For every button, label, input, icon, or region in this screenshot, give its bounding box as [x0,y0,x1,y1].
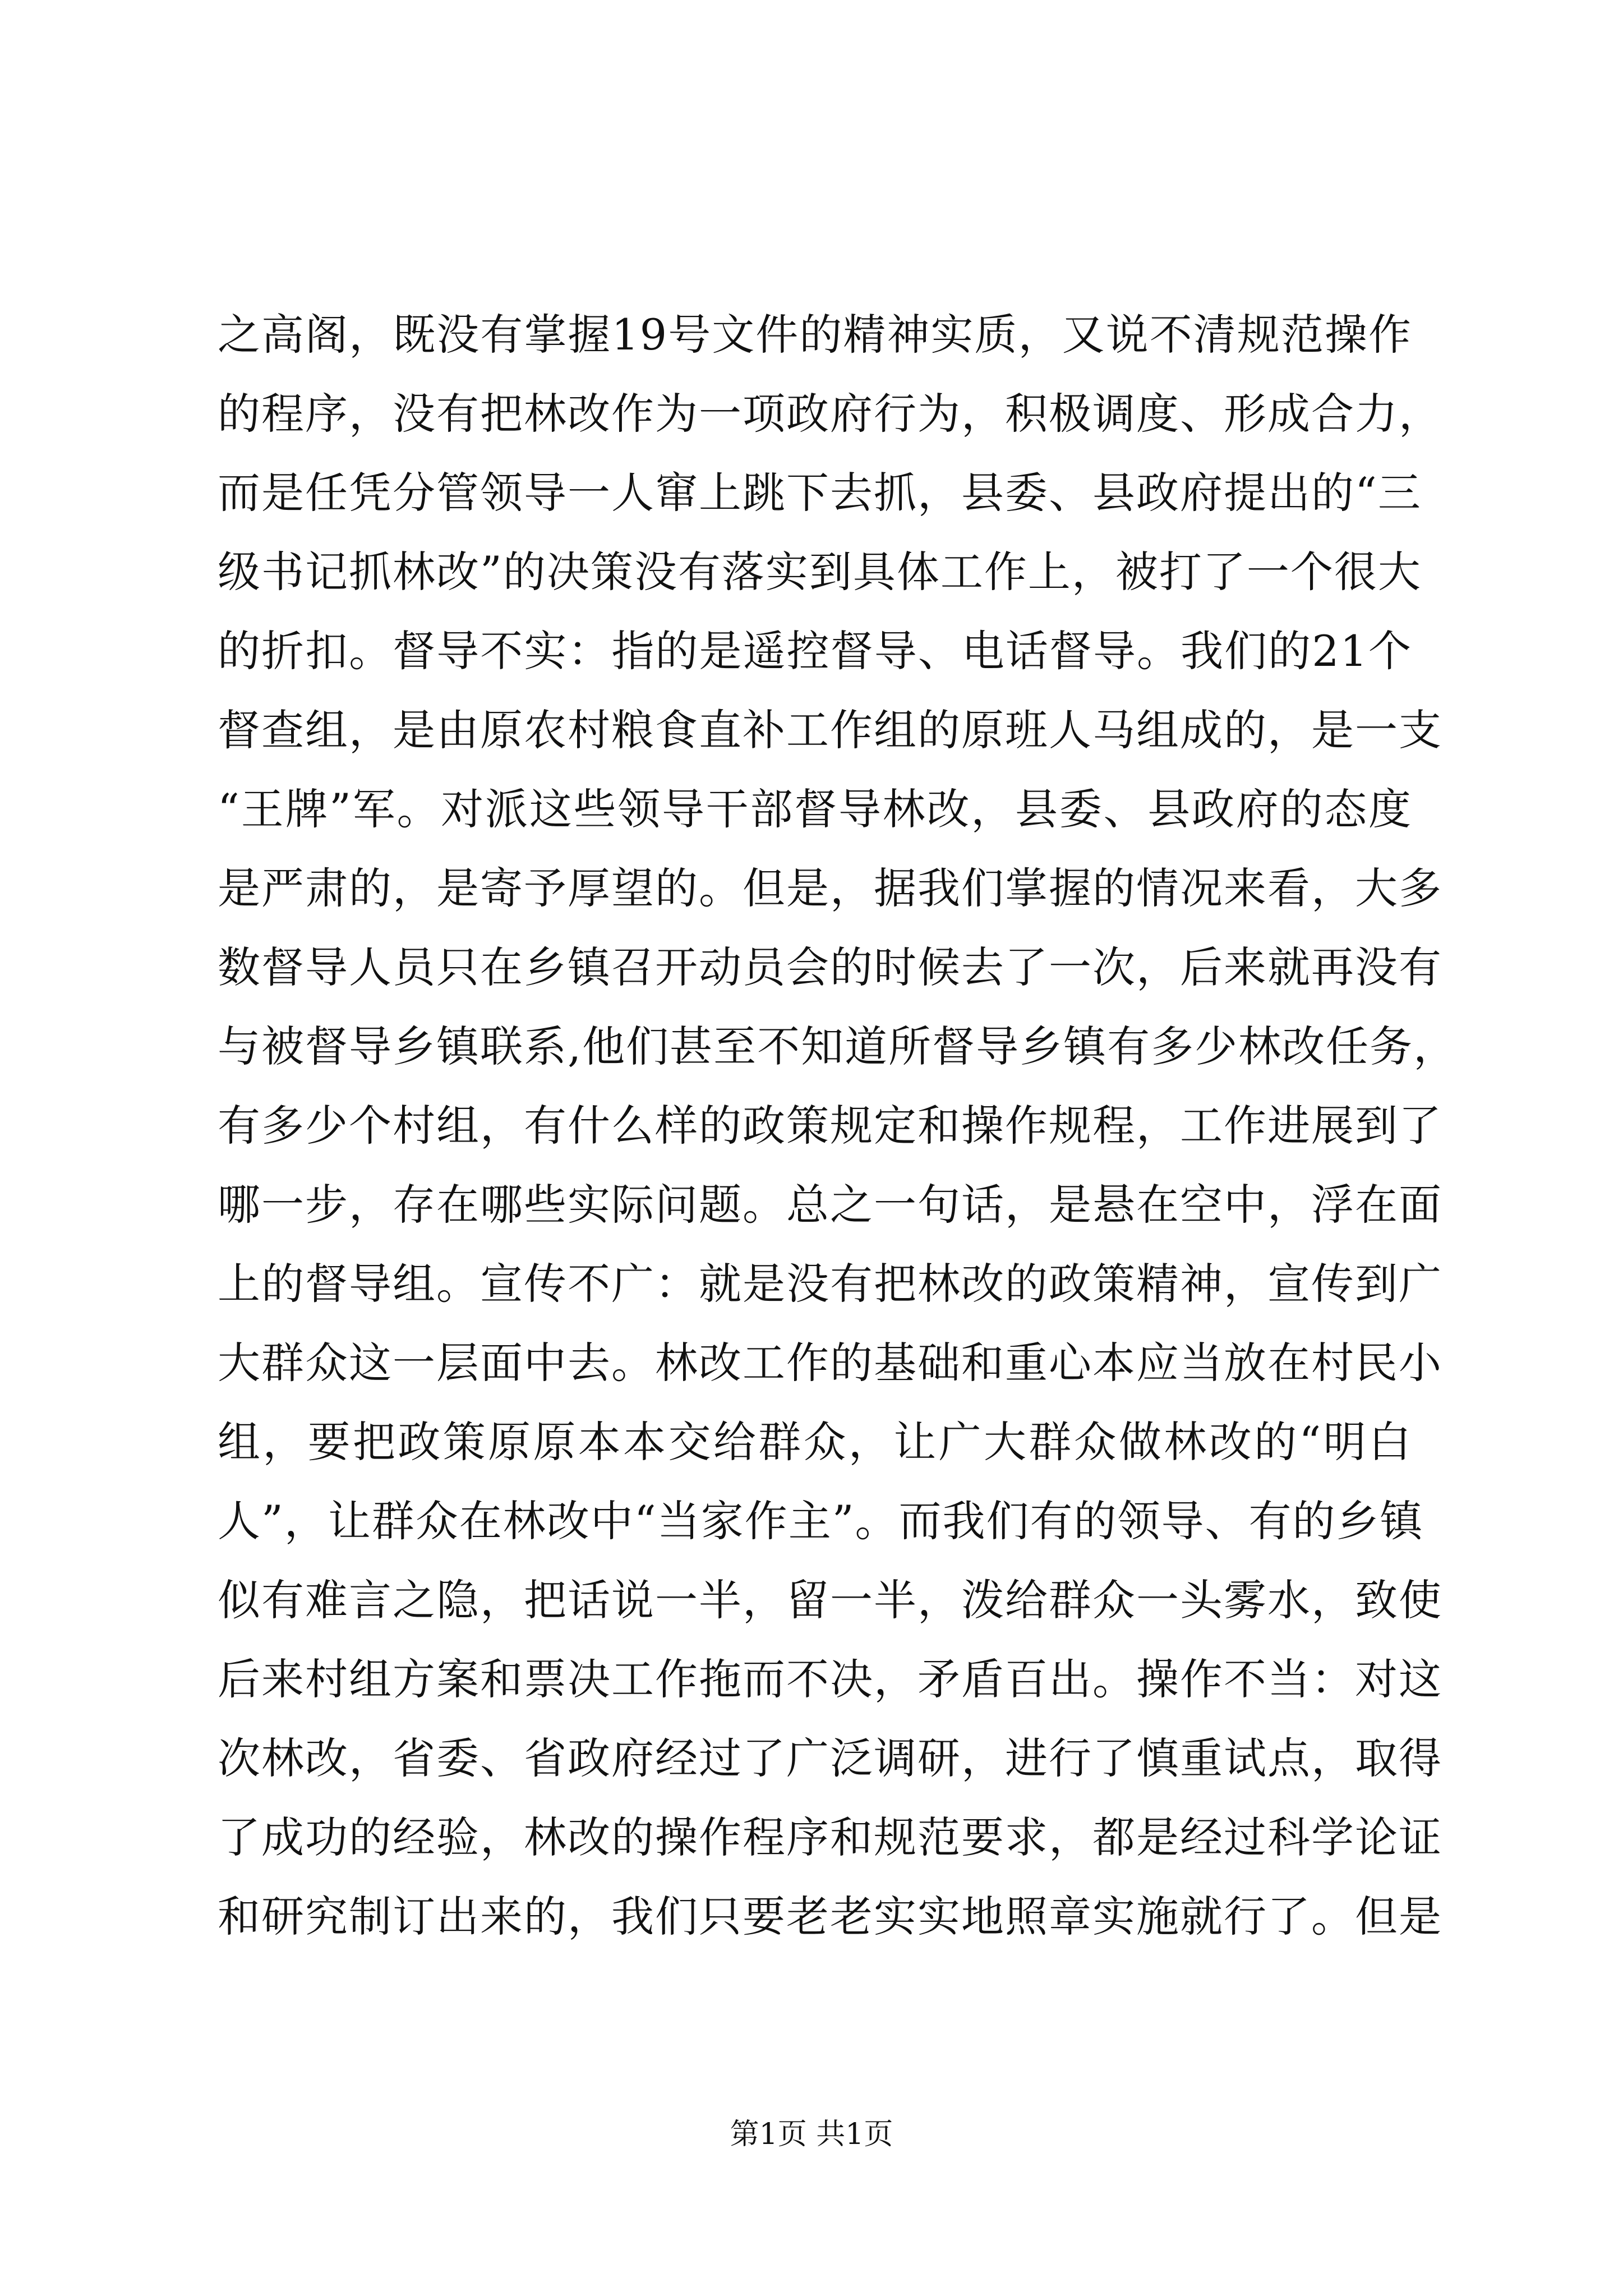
text-line-4: 级书记抓林改”的决策没有落实到具体工作上，被打了一个很大 [218,547,1422,597]
text-line-19: 次林改，省委、省政府经过了广泛调研，进行了慎重试点，取得 [218,1733,1442,1783]
text-line-11: 有多少个村组，有什么样的政策规定和操作规程，工作进展到了 [218,1101,1442,1151]
text-line-3: 而是任凭分管领导一人窜上跳下去抓，县委、县政府提出的“三 [218,468,1422,518]
text-line-13: 上的督导组。宣传不广：就是没有把林改的政策精神，宣传到广 [218,1259,1442,1309]
text-line-6: 督查组，是由原农村粮食直补工作组的原班人马组成的，是一支 [218,705,1442,755]
text-line-1: 之高阁，既没有掌握19号文件的精神实质，又说不清规范操作 [218,310,1412,360]
text-line-8: 是严肃的，是寄予厚望的。但是，据我们掌握的情况来看，大多 [218,863,1442,913]
text-line-17: 似有难言之隐，把话说一半，留一半，泼给群众一头雾水，致使 [218,1575,1442,1625]
text-line-15: 组，要把政策原原本本交给群众，让广大群众做林改的“明白 [218,1417,1412,1467]
text-line-12: 哪一步，存在哪些实际问题。总之一句话，是悬在空中，浮在面 [218,1180,1442,1230]
text-line-10: 与被督导乡镇联系,他们甚至不知道所督导乡镇有多少林改任务， [218,1022,1458,1071]
text-line-18: 后来村组方案和票决工作拖而不决，矛盾百出。操作不当：对这 [218,1654,1442,1704]
text-line-21: 和研究制订出来的，我们只要老老实实地照章实施就行了。但是 [218,1892,1442,1941]
text-line-2: 的程序，没有把林改作为一项政府行为，积极调度、形成合力， [218,389,1442,439]
page-footer: 第1页 共1页 [730,2118,893,2151]
text-line-5: 的折扣。督导不实：指的是遥控督导、电话督导。我们的21个 [218,626,1412,676]
text-line-16: 人”，让群众在林改中“当家作主”。而我们有的领导、有的乡镇 [218,1496,1424,1546]
text-line-20: 了成功的经验，林改的操作程序和规范要求，都是经过科学论证 [218,1812,1442,1862]
text-line-7: “王牌”军。对派这些领导干部督导林改，县委、县政府的态度 [218,784,1412,834]
text-line-14: 大群众这一层面中去。林改工作的基础和重心本应当放在村民小 [218,1338,1442,1388]
text-line-9: 数督导人员只在乡镇召开动员会的时候去了一次，后来就再没有 [218,942,1442,992]
body-text [218,295,1458,1956]
